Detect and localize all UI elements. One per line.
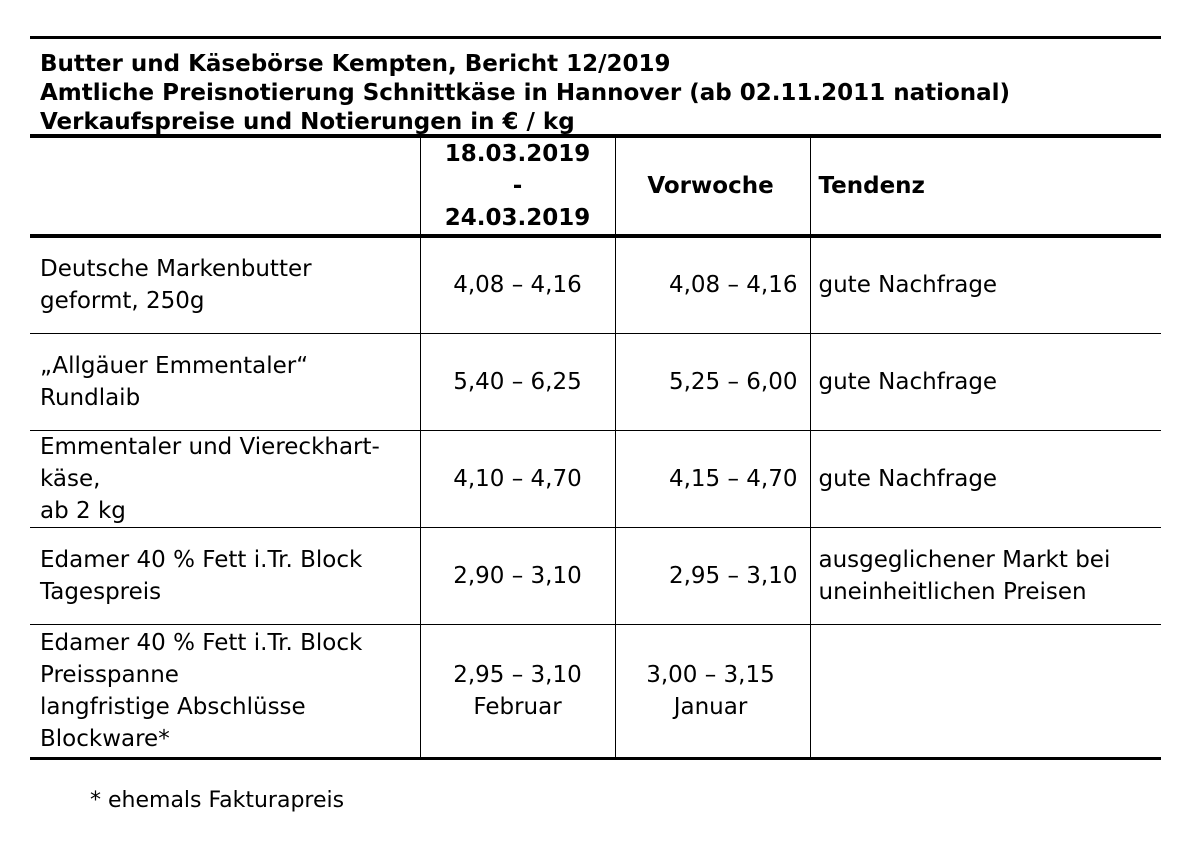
report-header xyxy=(30,39,1161,134)
column-header-trend: Tendenz xyxy=(810,136,1161,236)
product-cell: Edamer 40 % Fett i.Tr. Block Tagespreis xyxy=(40,546,363,605)
product-cell: Deutsche Markenbutter geformt, 250g xyxy=(40,256,312,315)
current-price-cell: 4,08 – 4,16 xyxy=(420,236,615,333)
price-table xyxy=(30,134,1161,760)
report-title: Butter und Käsebörse Kempten, Bericht 12/2019 xyxy=(40,51,671,77)
previous-price-cell: 4,15 – 4,70 xyxy=(615,430,810,527)
product-cell: „Allgäuer Emmentaler“ Rundlaib xyxy=(40,352,309,411)
period-end: 24.03.2019 xyxy=(444,205,591,231)
column-header-current-period xyxy=(420,136,615,236)
current-price-cell: 4,10 – 4,70 xyxy=(420,430,615,527)
report-units: Verkaufspreise und Notierungen in € / kg xyxy=(40,109,575,135)
trend-cell: ausgeglichener Markt bei uneinheitlichen Preisen xyxy=(810,527,1161,624)
previous-price-cell: 5,25 – 6,00 xyxy=(615,333,810,430)
trend-cell: gute Nachfrage xyxy=(810,430,1161,527)
report-subtitle: Amtliche Preisnotierung Schnittkäse in Hannover (ab 02.11.2011 national) xyxy=(40,80,1011,106)
footnote: * ehemals Fakturapreis xyxy=(90,788,345,813)
table-header-row xyxy=(30,136,1161,236)
period-start: 18.03.2019 xyxy=(444,141,591,167)
previous-price-cell: 4,08 – 4,16 xyxy=(615,236,810,333)
table-row xyxy=(30,333,1161,430)
current-price-cell: 2,90 – 3,10 xyxy=(420,527,615,624)
trend-cell: gute Nachfrage xyxy=(810,333,1161,430)
column-header-previous-week: Vorwoche xyxy=(615,136,810,236)
product-cell: Edamer 40 % Fett i.Tr. Block Preisspanne langfristige Abschlüsse Blockware* xyxy=(40,629,363,752)
trend-cell xyxy=(810,624,1161,758)
previous-price-cell: 2,95 – 3,10 xyxy=(615,527,810,624)
table-row xyxy=(30,624,1161,758)
previous-price-cell: 3,00 – 3,15 Januar xyxy=(615,624,810,758)
current-price-cell: 5,40 – 6,25 xyxy=(420,333,615,430)
table-row xyxy=(30,236,1161,333)
current-price-cell: 2,95 – 3,10 Februar xyxy=(420,624,615,758)
product-cell: Emmentaler und Viereckhart- käse, ab 2 kg xyxy=(40,433,380,524)
table-row xyxy=(30,430,1161,527)
price-report xyxy=(30,36,1161,760)
column-header-product xyxy=(30,136,420,236)
table-row xyxy=(30,527,1161,624)
period-dash: - xyxy=(512,173,523,199)
trend-cell: gute Nachfrage xyxy=(810,236,1161,333)
